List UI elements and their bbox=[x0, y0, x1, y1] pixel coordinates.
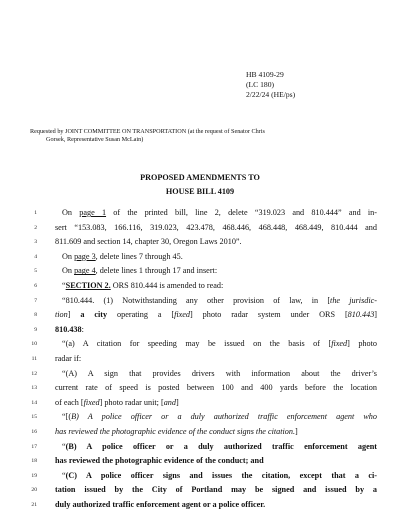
line-number: 18 bbox=[31, 458, 37, 465]
text-segment: , delete lines 7 through 45. bbox=[95, 251, 183, 261]
bill-number: HB 4109-29 bbox=[246, 70, 284, 79]
line-8 bbox=[25, 308, 377, 323]
text-segment: fixed bbox=[83, 397, 100, 407]
line-5 bbox=[25, 264, 377, 279]
line-number: 14 bbox=[31, 399, 37, 406]
text-segment: On bbox=[62, 208, 80, 217]
line-text bbox=[62, 440, 377, 455]
text-segment: On bbox=[62, 266, 75, 276]
line-text bbox=[62, 206, 377, 221]
text-segment: a city bbox=[80, 310, 108, 320]
line-text bbox=[62, 337, 377, 352]
line-text bbox=[62, 250, 377, 265]
requested-line-2: Gorsek, Representative Susan McLain) bbox=[46, 136, 144, 144]
line-text bbox=[62, 367, 377, 382]
line-17 bbox=[25, 440, 377, 455]
text-segment: tation issued by the City of Portland may be signed and issued by a bbox=[55, 485, 377, 495]
text-segment: has reviewed the photographic evidence of the conduct; and bbox=[55, 456, 264, 466]
line-text bbox=[55, 323, 377, 338]
line-number: 3 bbox=[34, 239, 37, 246]
line-number: 12 bbox=[31, 370, 37, 377]
line-number: 5 bbox=[34, 268, 37, 275]
text-segment: current rate of speed is posted between 100 and 400 yards before the location bbox=[55, 383, 377, 393]
text-segment: sert “153.083, 166.116, 319.023, 423.478, 468.446, 468.448, 468.449, 810.444 and bbox=[55, 222, 377, 232]
line-20 bbox=[25, 483, 377, 498]
page-reference-link[interactable]: page 1 bbox=[79, 208, 107, 217]
line-number: 7 bbox=[34, 297, 37, 304]
text-segment: , delete lines 1 through 17 and insert: bbox=[95, 266, 218, 276]
text-segment: (B) A police officer or a duly authorized traffic enforcement agent bbox=[65, 441, 377, 451]
text-segment: “ bbox=[62, 441, 66, 451]
line-number: 20 bbox=[31, 487, 37, 494]
line-text bbox=[62, 264, 377, 279]
lc-number: (LC 180) bbox=[246, 80, 275, 89]
line-text bbox=[55, 381, 377, 396]
text-segment: (C) A police officer signs and issues the citation, except that a ci- bbox=[65, 470, 377, 480]
line-4 bbox=[25, 250, 377, 265]
text-segment: 810.443 bbox=[347, 310, 375, 320]
line-number: 13 bbox=[31, 385, 37, 392]
text-segment: of each [ bbox=[55, 397, 84, 407]
amendment-body bbox=[25, 206, 377, 512]
text-segment: “ bbox=[62, 280, 66, 290]
line-text bbox=[55, 308, 377, 323]
line-text bbox=[55, 396, 377, 411]
line-number: 19 bbox=[31, 472, 37, 479]
date-initials: 2/22/24 (HE/ps) bbox=[246, 90, 296, 99]
line-number: 16 bbox=[31, 428, 37, 435]
amendment-title-line-1: PROPOSED AMENDMENTS TO bbox=[140, 173, 260, 182]
bill-header bbox=[246, 70, 295, 100]
text-segment: “ bbox=[62, 470, 66, 480]
page-reference-link: SECTION 2. bbox=[65, 280, 111, 290]
text-segment: ] photo bbox=[347, 339, 377, 349]
text-segment: fixed bbox=[331, 339, 348, 349]
line-3 bbox=[25, 235, 377, 250]
line-18 bbox=[25, 454, 377, 469]
line-number: 11 bbox=[31, 355, 37, 362]
requested-by bbox=[30, 128, 375, 145]
line-number: 2 bbox=[34, 224, 37, 231]
line-text bbox=[55, 235, 377, 250]
line-text bbox=[55, 483, 377, 498]
text-segment: B) A police officer or a duly authorized traffic enforcement agent who bbox=[71, 412, 377, 422]
line-13 bbox=[25, 381, 377, 396]
text-segment: “(A) A sign that provides drivers with information about the driver’s bbox=[62, 368, 377, 378]
text-segment: radar if: bbox=[55, 353, 82, 363]
line-15 bbox=[25, 410, 377, 425]
line-14 bbox=[25, 396, 377, 411]
text-segment: duly authorized traffic enforcement agent or a police officer. bbox=[55, 499, 266, 509]
text-segment: the jurisdic- bbox=[330, 295, 377, 305]
text-segment: ] photo radar unit; [ bbox=[99, 397, 164, 407]
text-segment: 810.438 bbox=[55, 324, 82, 334]
line-text bbox=[55, 454, 377, 469]
line-number: 4 bbox=[34, 253, 37, 260]
text-segment: “(a) A citation for speeding may be issued on the basis of [ bbox=[62, 339, 332, 349]
line-text bbox=[55, 221, 377, 236]
text-segment: has reviewed the photographic evidence of the conduct signs the citation. bbox=[55, 426, 296, 436]
text-segment: fixed bbox=[174, 310, 191, 320]
text-segment: tion bbox=[55, 310, 68, 320]
line-10 bbox=[25, 337, 377, 352]
line-number: 9 bbox=[34, 326, 37, 333]
line-text bbox=[62, 279, 377, 294]
line-16 bbox=[25, 425, 377, 440]
line-12 bbox=[25, 367, 377, 382]
page-reference-link[interactable]: page 4 bbox=[74, 266, 96, 276]
text-segment: operating a [ bbox=[107, 310, 175, 320]
text-segment: “[( bbox=[62, 412, 72, 422]
line-11 bbox=[25, 352, 377, 367]
text-segment: ORS 810.444 is amended to read: bbox=[110, 280, 224, 290]
line-text bbox=[62, 410, 377, 425]
line-number: 15 bbox=[31, 414, 37, 421]
line-text bbox=[62, 294, 377, 309]
line-text bbox=[55, 352, 377, 367]
text-segment: ] photo radar system under ORS [ bbox=[190, 310, 348, 320]
text-segment: 811.609 and section 14, chapter 30, Oregon Laws 2010”. bbox=[55, 237, 242, 247]
text-segment: of the printed bill, line 2, delete “319.023 and 810.444” and in- bbox=[106, 208, 377, 217]
text-segment: ] bbox=[175, 397, 179, 407]
requested-line-1: Requested by JOINT COMMITTEE ON TRANSPORTATION (at the request of Senator Chris bbox=[30, 128, 265, 135]
line-number: 6 bbox=[34, 282, 37, 289]
line-19 bbox=[25, 469, 377, 484]
line-number: 17 bbox=[31, 443, 37, 450]
text-segment: : bbox=[81, 324, 84, 334]
line-text bbox=[55, 425, 377, 440]
text-segment: and bbox=[163, 397, 176, 407]
text-segment: “810.444. (1) Notwithstanding any other provision of law, in [ bbox=[62, 295, 331, 305]
line-6 bbox=[25, 279, 377, 294]
line-text bbox=[62, 469, 377, 484]
line-number: 1 bbox=[34, 210, 37, 216]
line-1 bbox=[25, 206, 377, 221]
line-7 bbox=[25, 294, 377, 309]
text-segment: On bbox=[62, 251, 75, 261]
line-number: 8 bbox=[34, 312, 37, 319]
text-segment: ] bbox=[67, 310, 81, 320]
line-21 bbox=[25, 498, 377, 513]
line-number: 21 bbox=[31, 501, 37, 508]
line-text bbox=[55, 498, 377, 513]
amendment-title-line-2: HOUSE BILL 4109 bbox=[165, 187, 235, 196]
page-reference-link[interactable]: page 3 bbox=[74, 251, 96, 261]
line-number: 10 bbox=[31, 341, 37, 348]
line-9 bbox=[25, 323, 377, 338]
line-2 bbox=[25, 221, 377, 236]
text-segment: ] bbox=[295, 426, 298, 436]
text-segment: ] bbox=[374, 310, 378, 320]
